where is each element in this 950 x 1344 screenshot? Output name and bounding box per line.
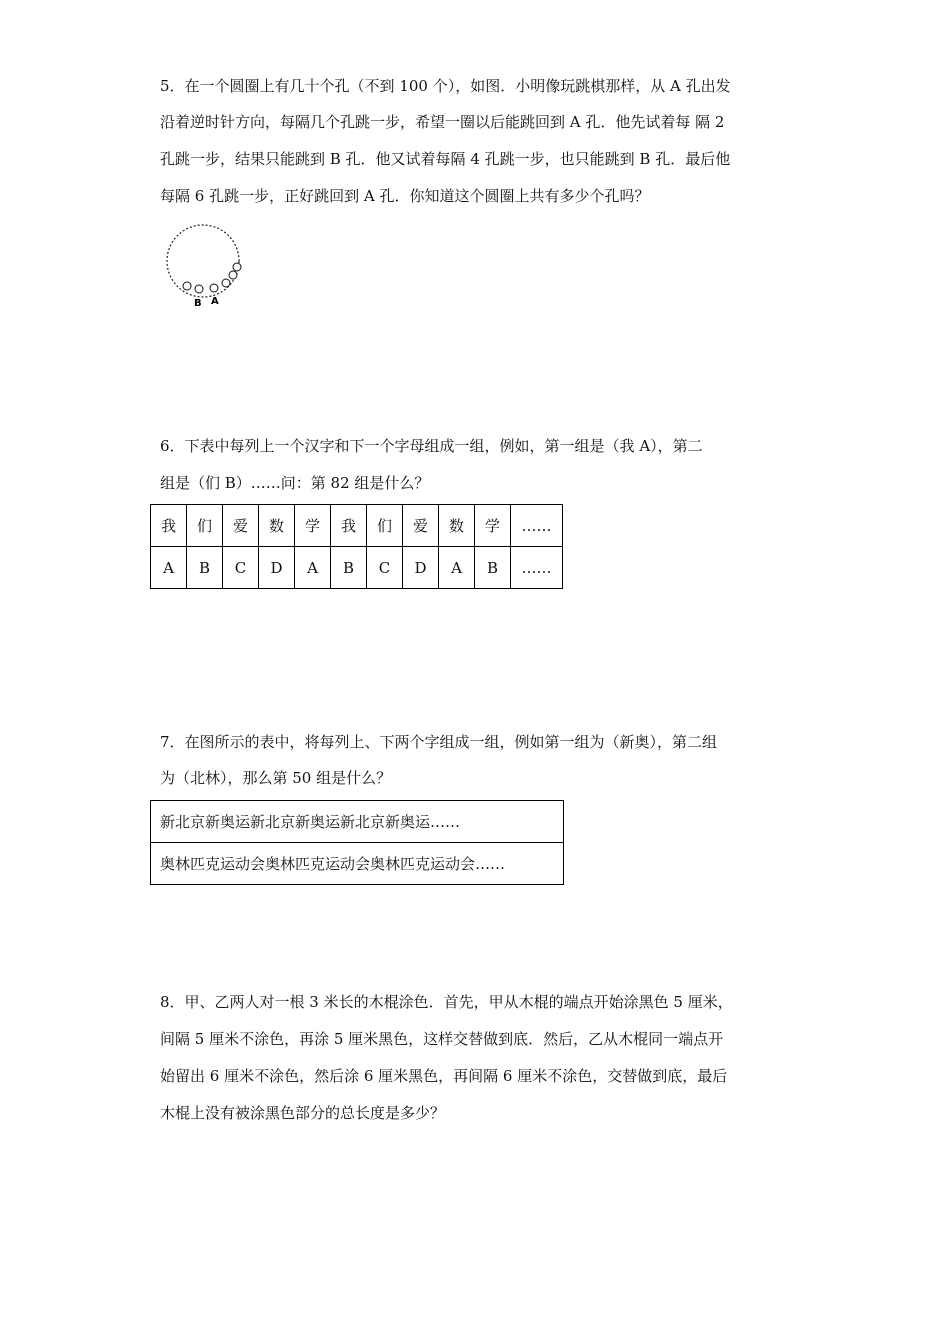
table-cell: 学 [475,505,511,547]
q5-line-3: 孔跳一步，结果只能跳到 B 孔．他又试着每隔 4 孔跳一步，也只能跳到 B 孔．最后他 [160,150,731,168]
q5-line-2: 沿着逆时针方向，每隔几个孔跳一步，希望一圈以后能跳回到 A 孔．他先试着每 隔 2 [160,113,725,131]
table-row [151,843,564,885]
table-cell: C [367,547,403,589]
table-cell: D [259,547,295,589]
table-cell: B [331,547,367,589]
table-cell-ellipsis: …… [511,547,563,589]
table-cell: 们 [367,505,403,547]
table-cell: 学 [295,505,331,547]
table-cell: A [151,547,187,589]
q5-line-4: 每隔 6 孔跳一步，正好跳回到 A 孔．你知道这个圆圈上共有多少个孔吗？ [160,187,650,205]
hole [183,282,191,290]
hole-a [210,284,218,292]
table-cell: 爱 [403,505,439,547]
q8-line-1: 8．甲、乙两人对一根 3 米长的木棍涂色．首先，甲从木棍的端点开始涂黑色 5 厘米， [160,993,733,1011]
table-cell: C [223,547,259,589]
table-cell: D [403,547,439,589]
table-cell: 新北京新奥运新北京新奥运新北京新奥运…… [151,801,564,843]
hole [233,263,241,271]
q8-line-3: 始留出 6 厘米不涂色，然后涂 6 厘米黑色，再间隔 6 厘米不涂色，交替做到底，最后 [160,1067,728,1085]
table-cell: A [439,547,475,589]
table-cell: 奥林匹克运动会奥林匹克运动会奥林匹克运动会…… [151,843,564,885]
table-cell: 数 [259,505,295,547]
q8-line-4: 木棍上没有被涂黑色部分的总长度是多少？ [160,1104,446,1122]
q7-table [150,800,564,885]
q8-line-2: 间隔 5 厘米不涂色，再涂 5 厘米黑色，这样交替做到底．然后，乙从木棍同一端点开 [160,1030,724,1048]
q5-line-1: 5．在一个圆圈上有几十个孔（不到 100 个），如图．小明像玩跳棋那样，从 A 孔出发 [160,77,731,95]
hole [222,279,230,287]
circle-holes-figure [160,222,246,312]
q6-table [150,504,563,589]
q6-line-1: 6．下表中每列上一个汉字和下一个字母组成一组，例如，第一组是（我 A），第二 [160,437,703,455]
hole [229,271,237,279]
table-cell: 我 [331,505,367,547]
table-cell-ellipsis: …… [511,505,563,547]
table-cell: B [475,547,511,589]
table-cell: 数 [439,505,475,547]
table-cell: B [187,547,223,589]
label-b: B [194,298,202,309]
table-row [151,547,563,589]
q7-line-2: 为（北林），那么第 50 组是什么？ [160,769,392,787]
table-row [151,505,563,547]
label-a: A [211,296,219,307]
table-row [151,801,564,843]
table-cell: 们 [187,505,223,547]
table-cell: 我 [151,505,187,547]
table-cell: 爱 [223,505,259,547]
hole-b [195,285,203,293]
q6-line-2: 组是（们 B）……问：第 82 组是什么？ [160,474,430,492]
q7-line-1: 7．在图所示的表中，将每列上、下两个字组成一组，例如第一组为（新奥），第二组 [160,733,718,751]
table-cell: A [295,547,331,589]
